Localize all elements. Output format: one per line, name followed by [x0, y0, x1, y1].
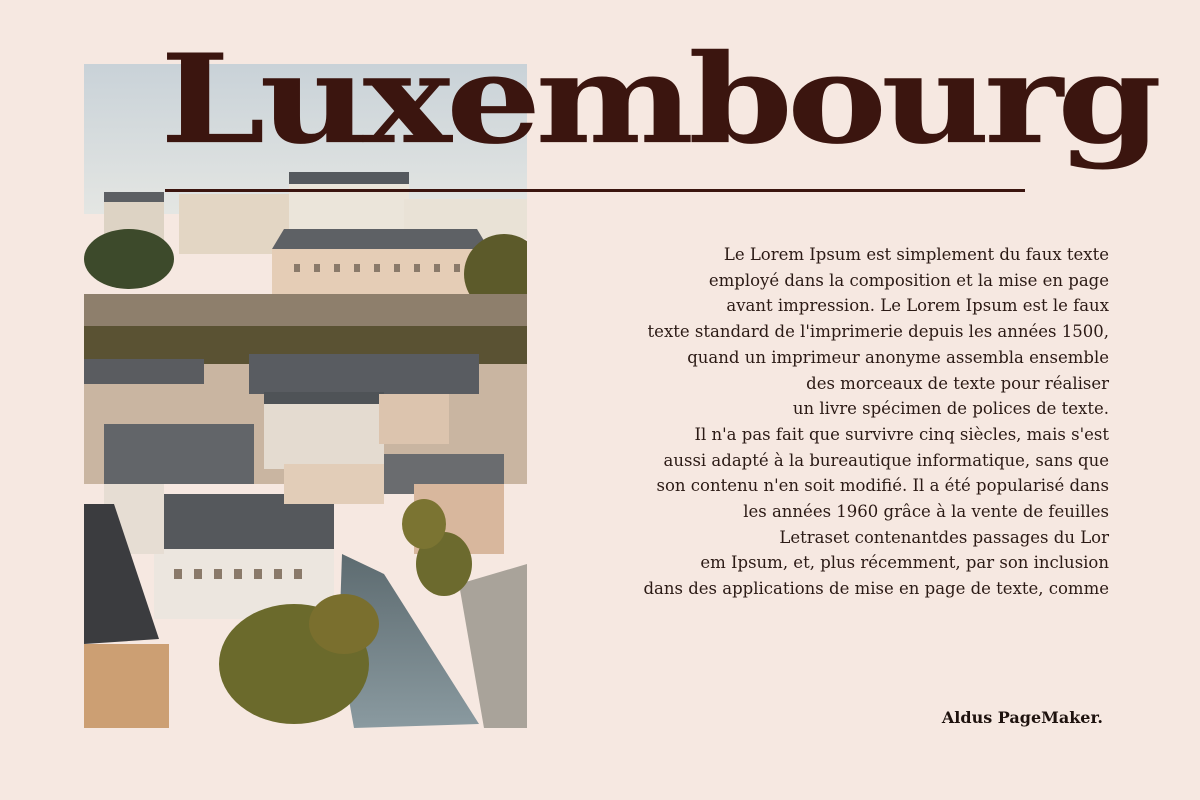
- body-line: employé dans la composition et la mise en page: [708, 270, 1109, 290]
- body-line: avant impression. Le Lorem Ipsum est le faux: [726, 296, 1109, 316]
- body-paragraph: [600, 242, 1109, 602]
- body-line: em Ipsum, et, plus récemment, par son inclusion: [700, 553, 1109, 573]
- body-line: texte standard de l'imprimerie depuis les années 1500,: [647, 322, 1109, 342]
- body-line: quand un imprimeur anonyme assembla ensemble: [687, 347, 1109, 367]
- body-line: un livre spécimen de polices de texte.: [792, 399, 1109, 419]
- title-underline: [165, 189, 1025, 192]
- body-line: Le Lorem Ipsum est simplement du faux texte: [723, 245, 1109, 264]
- body-line: aussi adapté à la bureautique informatique, sans que: [663, 450, 1109, 470]
- body-line: Il n'a pas fait que survivre cinq siècles, mais s'est: [694, 424, 1109, 444]
- body-line: Letraset contenantdes passages du Lor: [779, 527, 1109, 547]
- signature: Aldus PageMaker.: [941, 708, 1103, 727]
- body-line: des morceaux de texte pour réaliser: [806, 373, 1109, 393]
- body-line: les années 1960 grâce à la vente de feuilles: [743, 502, 1109, 522]
- body-line: dans des applications de mise en page de texte, comme: [643, 579, 1109, 599]
- page-title: Luxembourg: [160, 27, 1157, 172]
- body-line: son contenu n'en soit modifié. Il a été popularisé dans: [656, 476, 1109, 496]
